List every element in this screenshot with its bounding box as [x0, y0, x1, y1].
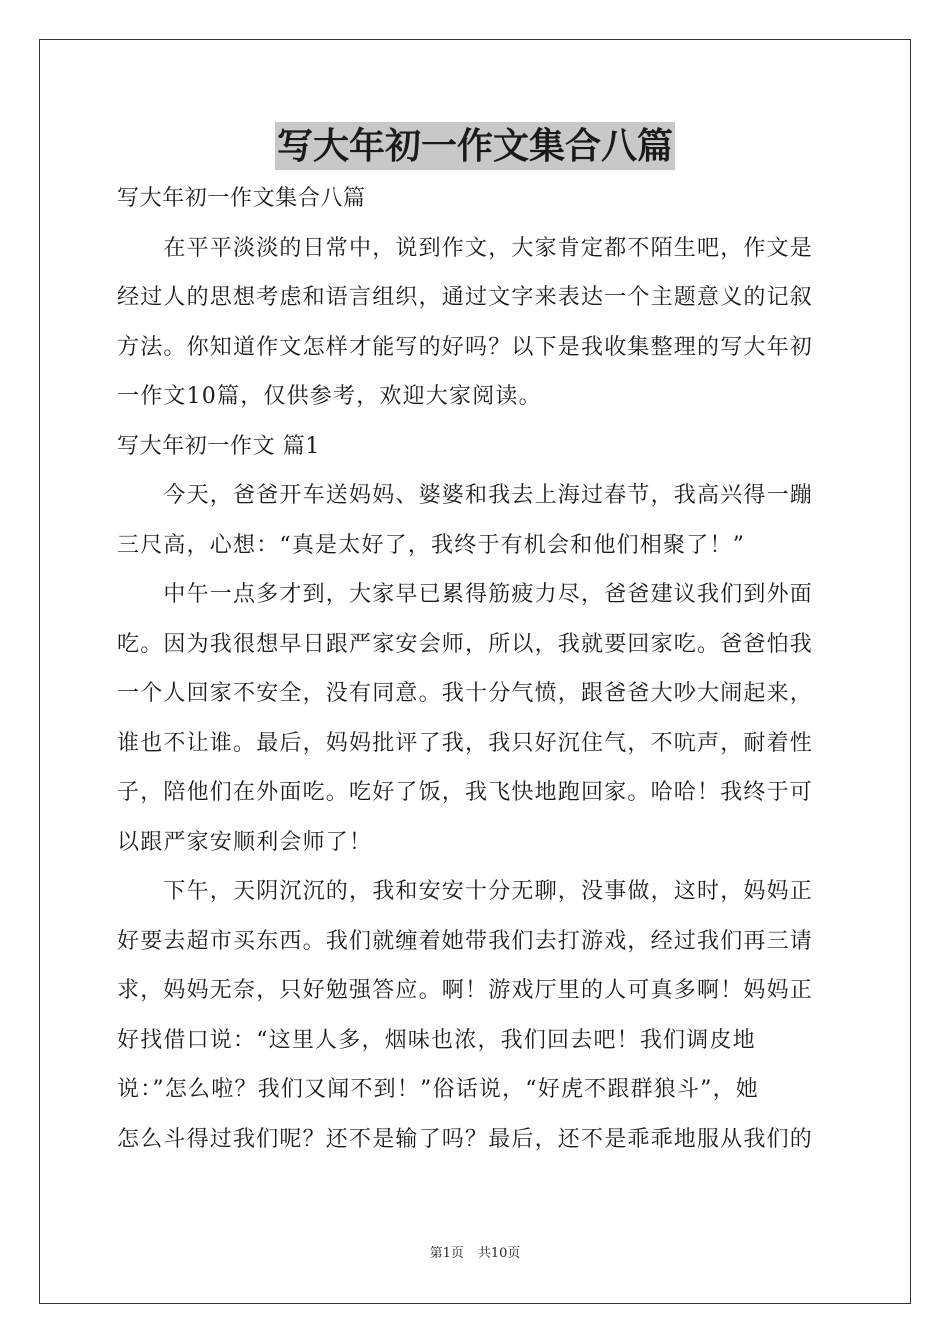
text-line: 中午一点多才到，大家早已累得筋疲力尽，爸爸建议我们到外面	[117, 582, 814, 607]
text-line: 求，妈妈无奈，只好勉强答应。啊！游戏厅里的人可真多啊！妈妈正	[117, 978, 814, 1003]
page-number: 第1页	[429, 1246, 464, 1261]
text-line: 吃。因为我很想早日跟严家安会师，所以，我就要回家吃。爸爸怕我	[117, 631, 814, 657]
text-line: 以跟严家安顺利会师了！	[117, 829, 373, 855]
page-total: 共10页	[477, 1246, 521, 1261]
text-line: 方法。你知道作文怎样才能写的好吗？以下是我收集整理的写大年初	[117, 334, 814, 360]
text-line: 今天，爸爸开车送妈妈、婆婆和我去上海过春节，我高兴得一蹦	[117, 483, 814, 508]
text-line: 说：”怎么啦？我们又闻不到！”俗话说，“好虎不跟群狼斗”，她	[117, 1077, 759, 1102]
document-body	[117, 174, 833, 1164]
text-line: 一作文10篇，仅供参考，欢迎大家阅读。	[117, 384, 542, 409]
text-line: 子，陪他们在外面吃。吃好了饭，我飞快地跑回家。哈哈！我终于可	[117, 780, 814, 805]
text-line: 在平平淡淡的日常中，说到作文，大家肯定都不陌生吧，作文是	[117, 235, 814, 261]
text-line: 下午，天阴沉沉的，我和安安十分无聊，没事做，这时，妈妈正	[117, 879, 814, 904]
section-heading: 写大年初一作文 篇1	[117, 433, 320, 459]
text-line: 好要去超市买东西。我们就缠着她带我们去打游戏，经过我们再三请	[117, 928, 814, 954]
title-container	[0, 122, 950, 170]
text-line: 三尺高，心想：“真是太好了，我终于有机会和他们相聚了！”	[117, 532, 746, 558]
text-line: 一个人回家不安全，没有同意。我十分气愤，跟爸爸大吵大闹起来，	[117, 681, 814, 706]
text-line: 好找借口说：“这里人多，烟味也浓，我们回去吧！我们调皮地	[117, 1027, 756, 1053]
text-line: 怎么斗得过我们呢？还不是输了吗？最后，还不是乖乖地服从我们的	[117, 1126, 814, 1152]
text-line: 谁也不让谁。最后，妈妈批评了我，我只好沉住气，不吭声，耐着性	[117, 730, 814, 756]
page-footer	[0, 1244, 950, 1264]
text-line: 经过人的思想考虑和语言组织，通过文字来表达一个主题意义的记叙	[117, 285, 814, 310]
document-title: 写大年初一作文集合八篇	[275, 122, 675, 170]
subtitle-line: 写大年初一作文集合八篇	[117, 186, 366, 211]
